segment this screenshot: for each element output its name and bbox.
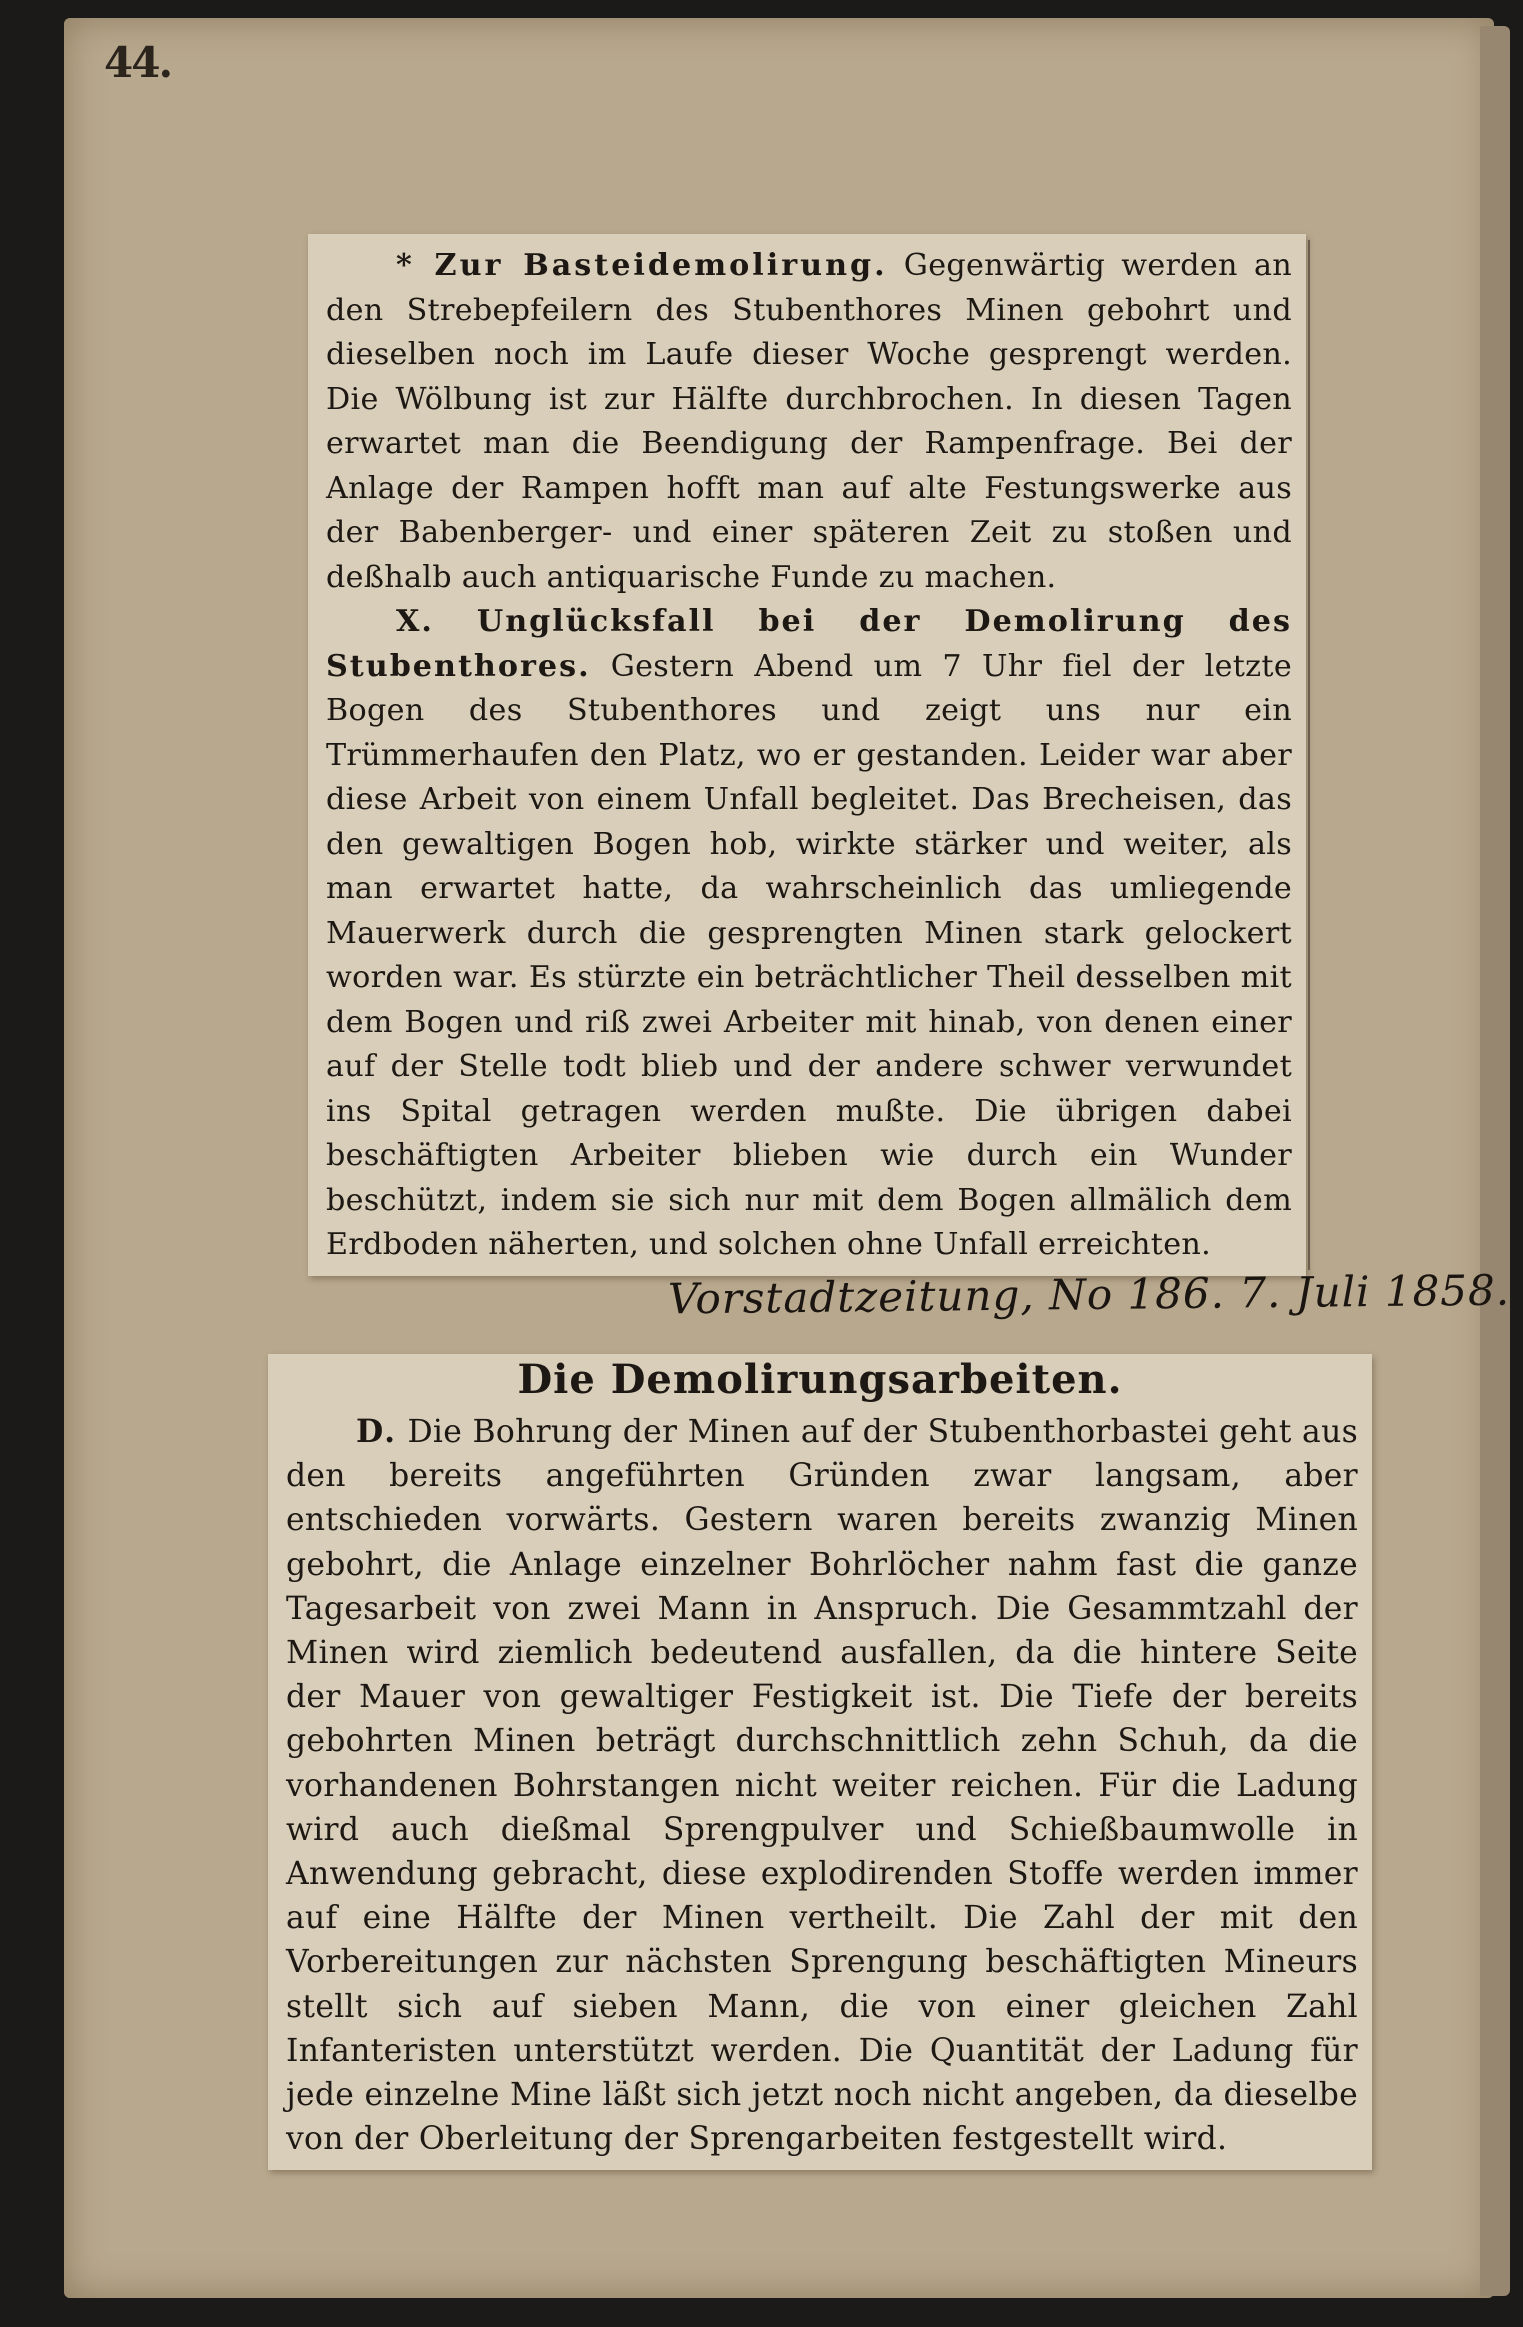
article-headline: Die Demolirungsarbeiten. (517, 1356, 1123, 1403)
newspaper-clipping-1 (308, 234, 1306, 1276)
handwritten-source-note: Vorstadtzeitung, No 186. 7. Juli 1858. (667, 1265, 1511, 1324)
paragraph-basteidemolirung (326, 244, 1292, 600)
newspaper-clipping-2 (268, 1354, 1372, 2170)
page-edge (1480, 26, 1510, 2296)
paragraph-2-lead: X. Unglücksfall bei der Demolirung des Stubenthores. (326, 604, 1292, 684)
page-number: 44. (104, 38, 172, 87)
article-body-text: Die Bohrung der Minen auf der Stubenthorbastei geht aus den bereits angeführten Gründen zwar langsam, aber entschieden vorwärts. Gestern waren bereits zwanzig Minen gebohrt, die Anlage einzelner Bohrlöcher nahm fast die ganze Tagesarbeit von zwei Mann in Anspruch. Die Gesammtzahl der Minen wird ziemlich bedeutend ausfallen, da die hintere Seite der Mauer von gewaltiger Festigkeit ist. Die Tiefe der bereits gebohrten Minen beträgt durchschnittlich zehn Schuh, da die vorhandenen Bohrstangen nicht weiter reichen. Für die Ladung wird auch dießmal Sprengpulver und Schießbaumwolle in Anwendung gebracht, diese explodirenden Stoffe werden immer auf eine Hälfte der Minen vertheilt. Die Zahl der mit den Vorbereitungen zur nächsten Sprengung beschäftigten Mineurs stellt sich auf sieben Mann, die von einer gleichen Zahl Infanteristen unterstützt werden. Die Quantität der Ladung für jede einzelne Mine läßt sich jetzt noch nicht angeben, da dieselbe von der Oberleitung der Sprengarbeiten festgestellt wird. (286, 1414, 1358, 2158)
paragraph-unglucksfall (326, 600, 1292, 1268)
paragraph-1-body: Gegenwärtig werden an den Strebepfeilern des Stubenthores Minen gebohrt und dieselben noch im Laufe dieser Woche gesprengt werden. Die Wölbung ist zur Hälfte durchbrochen. In diesen Tagen erwartet man die Beendigung der Rampenfrage. Bei der Anlage der Rampen hofft man auf alte Festungswerke aus der Babenberger- und einer späteren Zeit zu stoßen und deßhalb auch antiquarische Funde zu machen. (326, 248, 1292, 595)
clipping-1-text (326, 244, 1292, 1268)
paragraph-2-body: Gestern Abend um 7 Uhr fiel der letzte Bogen des Stubenthores und zeigt uns nur ein Trümmerhaufen den Platz, wo er gestanden. Leider war aber diese Arbeit von einem Unfall begleitet. Das Brecheisen, das den gewaltigen Bogen hob, wirkte stärker und weiter, als man erwartet hatte, da wahrscheinlich das umliegende Mauerwerk durch die gesprengten Minen stark gelockert worden war. Es stürzte ein beträchtlicher Theil desselben mit dem Bogen und riß zwei Arbeiter mit hinab, von denen einer auf der Stelle todt blieb und der andere schwer verwundet ins Spital getragen werden mußte. Die übrigen dabei beschäftigten Arbeiter blieben wie durch ein Wunder beschützt, indem sie sich nur mit dem Bogen allmälich dem Erdboden näherten, und solchen ohne Unfall erreichten. (326, 648, 1292, 1262)
clipping-2-text (286, 1410, 1358, 2161)
article-lead: D. (356, 1414, 398, 1450)
paragraph-1-lead: * Zur Basteidemolirung. (396, 248, 888, 283)
clipping-edge-line (1308, 240, 1310, 1270)
article-body (286, 1410, 1358, 2161)
